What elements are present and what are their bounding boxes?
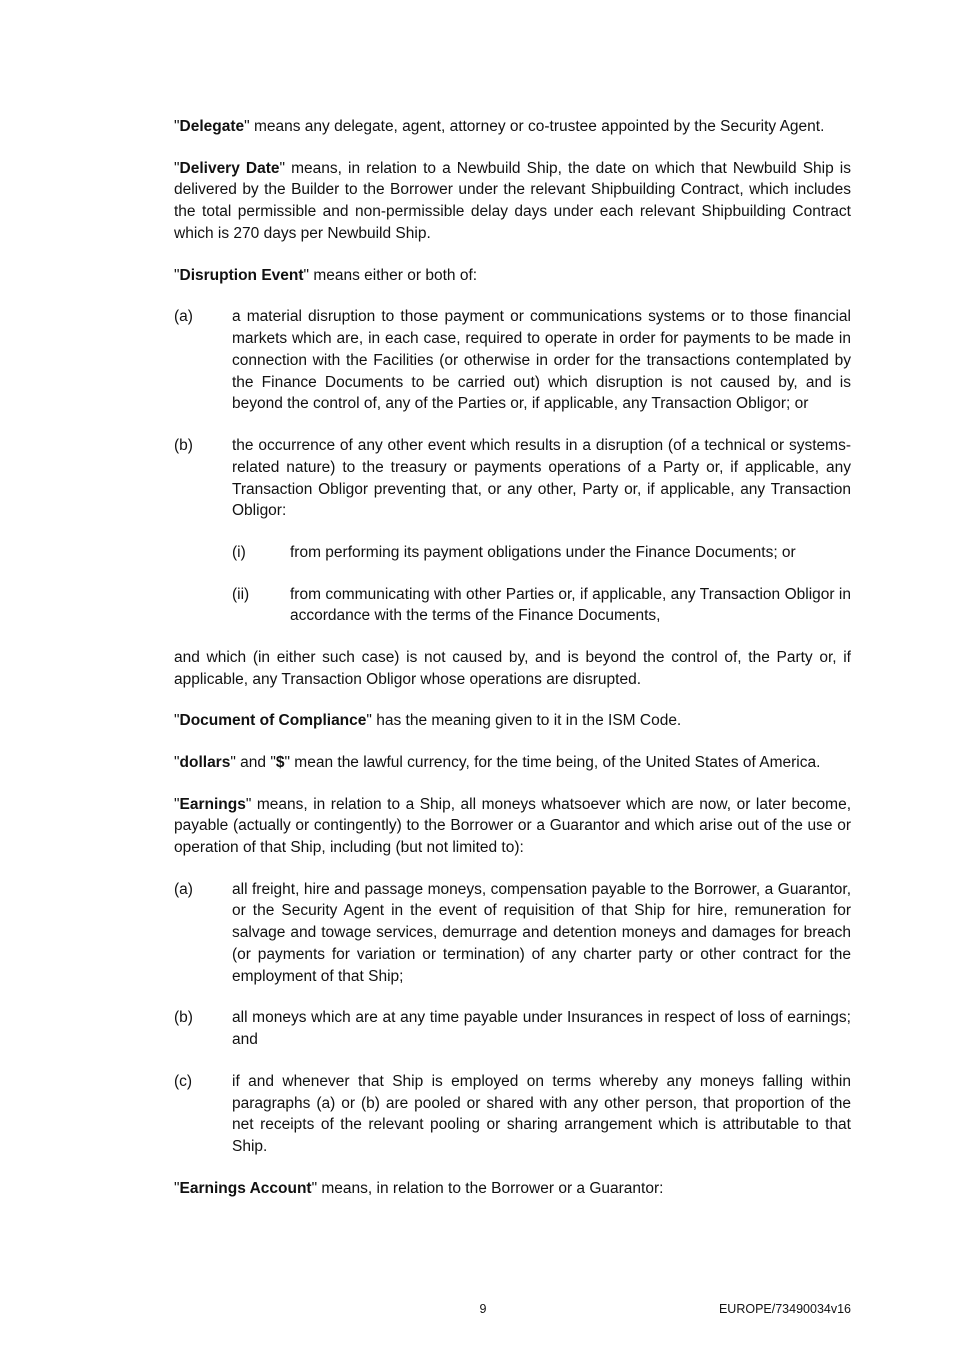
disruption-event-closing: and which (in either such case) is not caused by, and is beyond the control of, the Party or, if applicable, any Transaction Obligor whose operations are disrupted. (174, 648, 851, 688)
definition-connector: and (235, 753, 271, 771)
term-delegate: Delegate (179, 118, 245, 135)
definition-text: means, in relation to a Newbuild Ship, the date on which that Newbuild Ship is delivered by the Builder to the Borrower under the relevant Shipbuilding Contract, which includes the total permissible and non-permissible delay days under each relevant Shipbuilding Contract which is 270 days per Newbuild Ship. (174, 159, 851, 242)
definition-delivery-date: "Delivery Date" means, in relation to a Newbuild Ship, the date on which that Newbuild Ship is delivered by the Builder to the Borrower under the relevant Shipbuilding Contract, which includes the total permissible and non-permissible delay days under each relevant Shipbuilding Contract which is 270 days per Newbuild Ship. (174, 159, 851, 242)
document-page (174, 116, 851, 1219)
item-text: all moneys which are at any time payable under Insurances in respect of loss of earnings; and (232, 1009, 851, 1049)
definition-disruption-event: "Disruption Event" means either or both of: (174, 266, 478, 284)
item-label: (i) (232, 543, 246, 561)
item-text: the occurrence of any other event which results in a disruption (of a technical or systems-related nature) to the treasury or payments operations of a Party or, if applicable, any Transaction Obligor preventing that, or any other, Party or, if applicable, any Transaction Obligor: (232, 436, 851, 520)
term-earnings-account: Earnings Account (179, 1179, 312, 1197)
item-text: from communicating with other Parties or, if applicable, any Transaction Obligor in accordance with the terms of the Finance Documents, (290, 585, 851, 625)
term-disruption-event: Disruption Event (179, 266, 304, 284)
item-label: (b) (174, 1009, 193, 1027)
definition-text: means, in relation to a Ship, all moneys whatsoever which are now, or later become, payable (actually or contingently) to the Borrower or a Guarantor and which arise out of the use or operation of that Ship, including (but not limited to): (174, 795, 851, 857)
item-label: (b) (174, 436, 193, 454)
definition-text: mean the lawful currency, for the time being, of the United States of America. (290, 753, 821, 771)
list-item (174, 306, 851, 415)
item-text: if and whenever that Ship is employed on terms whereby any moneys falling within paragraphs (a) or (b) are pooled or shared with any other person, that proportion of the net receipts of the relevant pooling or sharing arrangement which is attributable to that Ship. (232, 1072, 851, 1156)
list-item (174, 435, 851, 522)
definition-text: means any delegate, agent, attorney or co-trustee appointed by the Security Agent. (249, 118, 825, 135)
term-delivery-date: Delivery Date (179, 159, 280, 177)
sub-list-item (232, 584, 851, 628)
item-label: (a) (174, 880, 193, 898)
list-item (174, 879, 851, 988)
page-footer (174, 1302, 851, 1322)
definition-dollars: "dollars" and "$" mean the lawful currency, for the time being, of the United States of America. (174, 753, 821, 771)
term-dollars: dollars (179, 753, 231, 771)
definition-text: has the meaning given to it in the ISM Code. (371, 712, 682, 730)
term-dollar-sign: $ (275, 753, 285, 771)
definition-text: means either or both of: (309, 266, 478, 284)
item-text: from performing its payment obligations under the Finance Documents; or (290, 543, 796, 561)
term-earnings: Earnings (179, 795, 246, 813)
definition-earnings-account: "Earnings Account" means, in relation to the Borrower or a Guarantor: (174, 1179, 664, 1197)
sub-list-item (232, 542, 851, 564)
item-text: all freight, hire and passage moneys, compensation payable to the Borrower, a Guarantor, or the Security Agent in the event of requisition of that Ship for hire, remuneration for salvage and towage services, demurrage and detention moneys and damages for breach (or payments for variation or termination) of any charter party or other contract for the employment of that Ship; (232, 880, 851, 985)
definition-text: means, in relation to the Borrower or a Guarantor: (317, 1179, 664, 1197)
item-label: (ii) (232, 585, 250, 603)
item-label: (a) (174, 308, 193, 326)
term-document-of-compliance: Document of Compliance (179, 712, 367, 730)
list-item (174, 1071, 851, 1158)
page-number: 9 (479, 1302, 487, 1316)
definition-earnings: "Earnings" means, in relation to a Ship, all moneys whatsoever which are now, or later become, payable (actually or contingently) to the Borrower or a Guarantor and which arise out of the use or operation of that Ship, including (but not limited to): (174, 795, 851, 857)
item-text: a material disruption to those payment or communications systems or to those financial markets which are, in each case, required to operate in order for payments to be made in connection with the Facilities (or otherwise in order for the transactions contemplated by the Finance Documents to be carried out) which disruption is not caused by, and is beyond the control of, any of the Parties or, if applicable, any Transaction Obligor; or (232, 308, 851, 413)
item-label: (c) (174, 1072, 193, 1090)
document-reference: EUROPE/73490034v16 (718, 1302, 851, 1316)
definition-delegate: "Delegate" means any delegate, agent, attorney or co-trustee appointed by the Security Agent. (174, 118, 825, 135)
list-item (174, 1007, 851, 1051)
definition-document-of-compliance: "Document of Compliance" has the meaning given to it in the ISM Code. (174, 712, 682, 730)
